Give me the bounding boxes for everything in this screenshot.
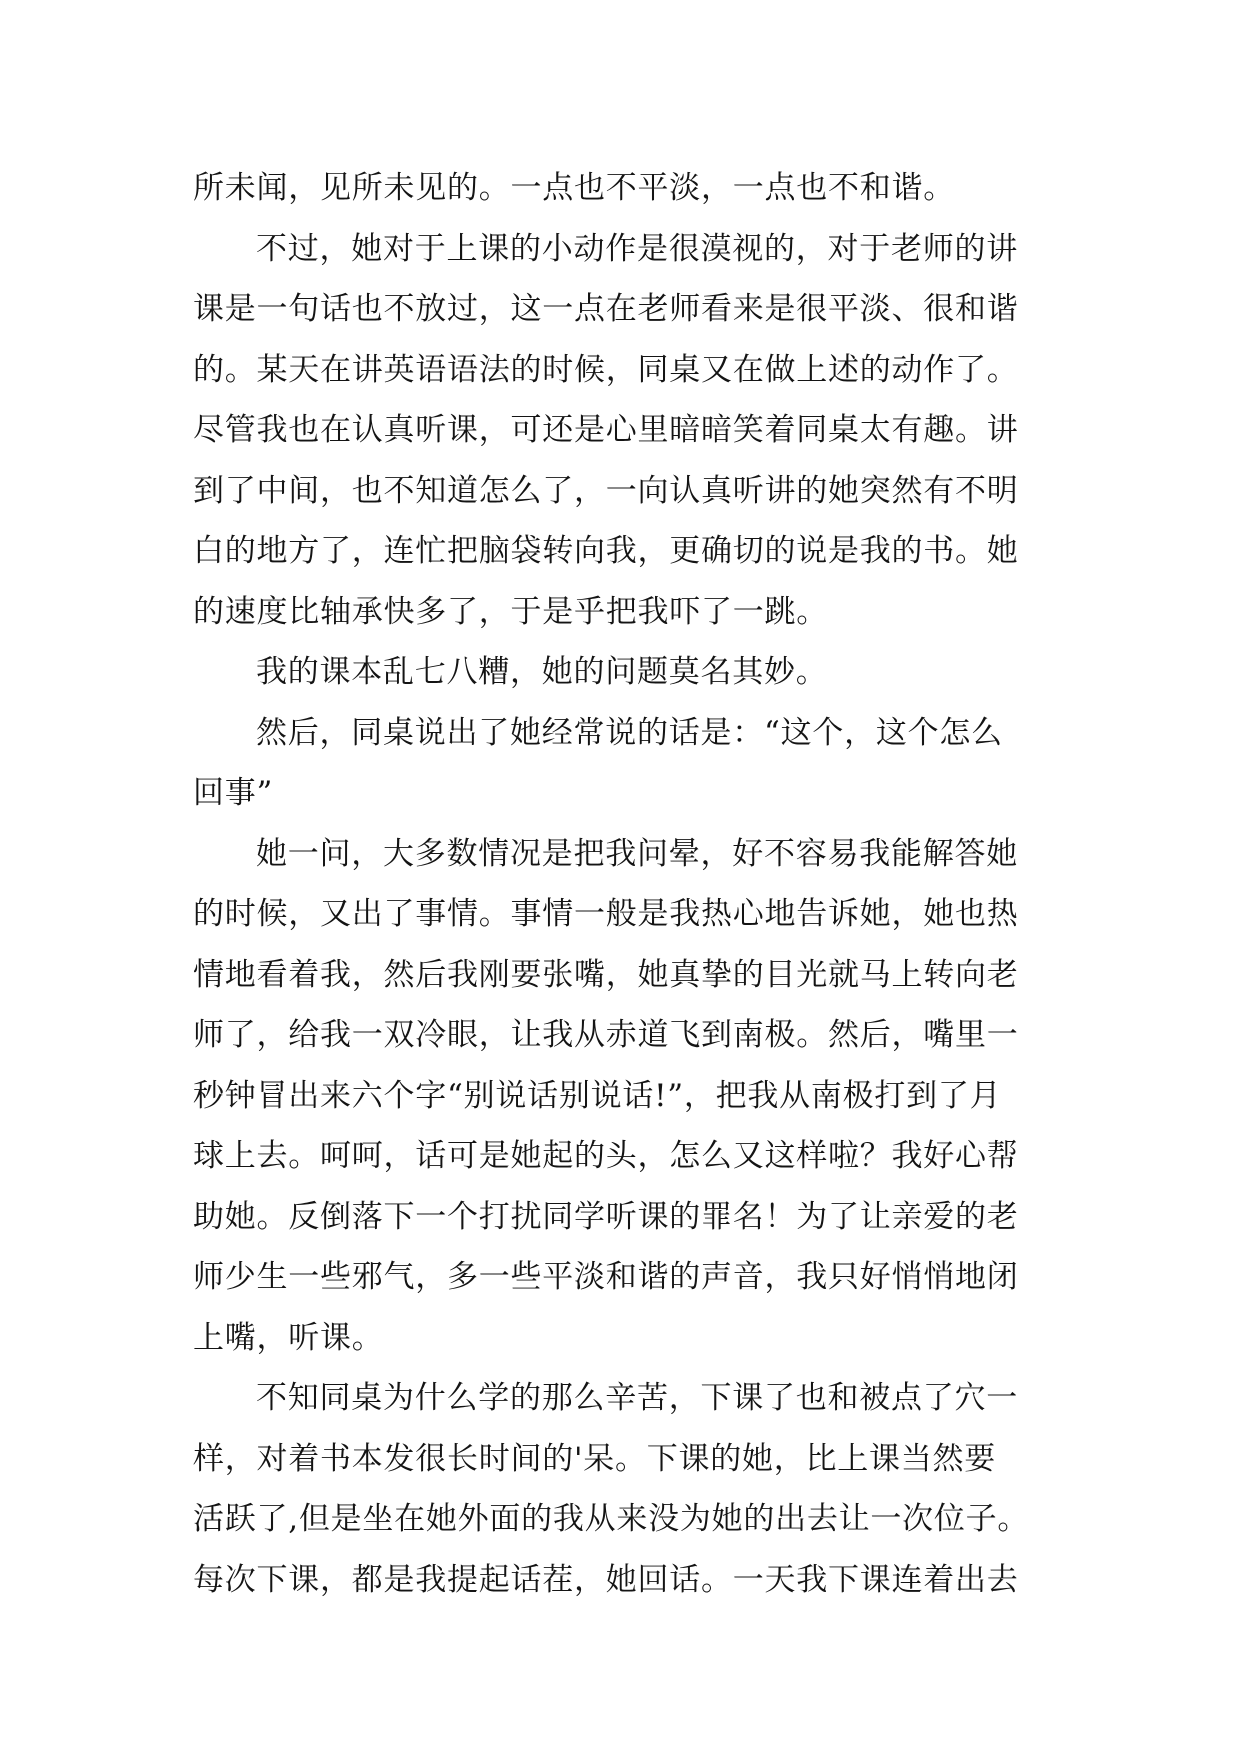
text-line: 所未闻，见所未见的。一点也不平淡，一点也不和谐。 — [193, 170, 955, 206]
paragraph-first-line: 不过，她对于上课的小动作是很漠视的，对于老师的讲 — [256, 230, 1018, 267]
text-line: 秒钟冒出来六个字“别说话别说话!”，把我从南极打到了月 — [193, 1077, 1002, 1114]
text-line: 尽管我也在认真听课，可还是心里暗暗笑着同桌太有趣。讲 — [193, 412, 1019, 448]
text-line: 白的地方了，连忙把脑袋转向我，更确切的说是我的书。她 — [193, 533, 1019, 569]
text-line: 样，对着书本发很长时间的'呆。下课的她，比上课当然要 — [193, 1440, 997, 1477]
text-line: 到了中间，也不知道怎么了，一向认真听讲的她突然有不明 — [193, 472, 1019, 509]
paragraph-first-line: 我的课本乱七八糟，她的问题莫名其妙。 — [256, 654, 828, 690]
text-line: 每次下课，都是我提起话茬，她回话。一天我下课连着出去 — [193, 1561, 1019, 1598]
text-line: 助她。反倒落下一个打扰同学听课的罪名！为了让亲爱的老 — [193, 1198, 1019, 1235]
text-line: 球上去。呵呵，话可是她起的头，怎么又这样啦？我好心帮 — [193, 1138, 1019, 1174]
paragraph-first-line: 不知同桌为什么学的那么辛苦，下课了也和被点了穴一 — [256, 1380, 1018, 1416]
text-line: 的时候，又出了事情。事情一般是我热心地告诉她，她也热 — [193, 896, 1019, 932]
paragraph-first-line: 然后，同桌说出了她经常说的话是：“这个，这个怎么 — [256, 714, 1003, 751]
text-line: 的速度比轴承快多了，于是乎把我吓了一跳。 — [193, 593, 828, 630]
text-line: 课是一句话也不放过，这一点在老师看来是很平淡、很和谐 — [193, 291, 1019, 327]
paragraph-first-line: 她一问，大多数情况是把我问晕，好不容易我能解答她 — [256, 835, 1018, 872]
text-line: 师少生一些邪气，多一些平淡和谐的声音，我只好悄悄地闭 — [193, 1259, 1019, 1295]
text-line: 回事” — [193, 775, 274, 811]
text-line: 活跃了,但是坐在她外面的我从来没为她的出去让一次位子。 — [193, 1501, 1030, 1537]
text-line: 情地看着我，然后我刚要张嘴，她真挚的目光就马上转向老 — [193, 956, 1019, 993]
text-line: 的。某天在讲英语语法的时候，同桌又在做上述的动作了。 — [193, 351, 1019, 388]
essay-body — [193, 158, 1073, 1610]
text-line: 上嘴，听课。 — [193, 1319, 384, 1356]
text-line: 师了，给我一双冷眼，让我从赤道飞到南极。然后，嘴里一 — [193, 1017, 1019, 1053]
